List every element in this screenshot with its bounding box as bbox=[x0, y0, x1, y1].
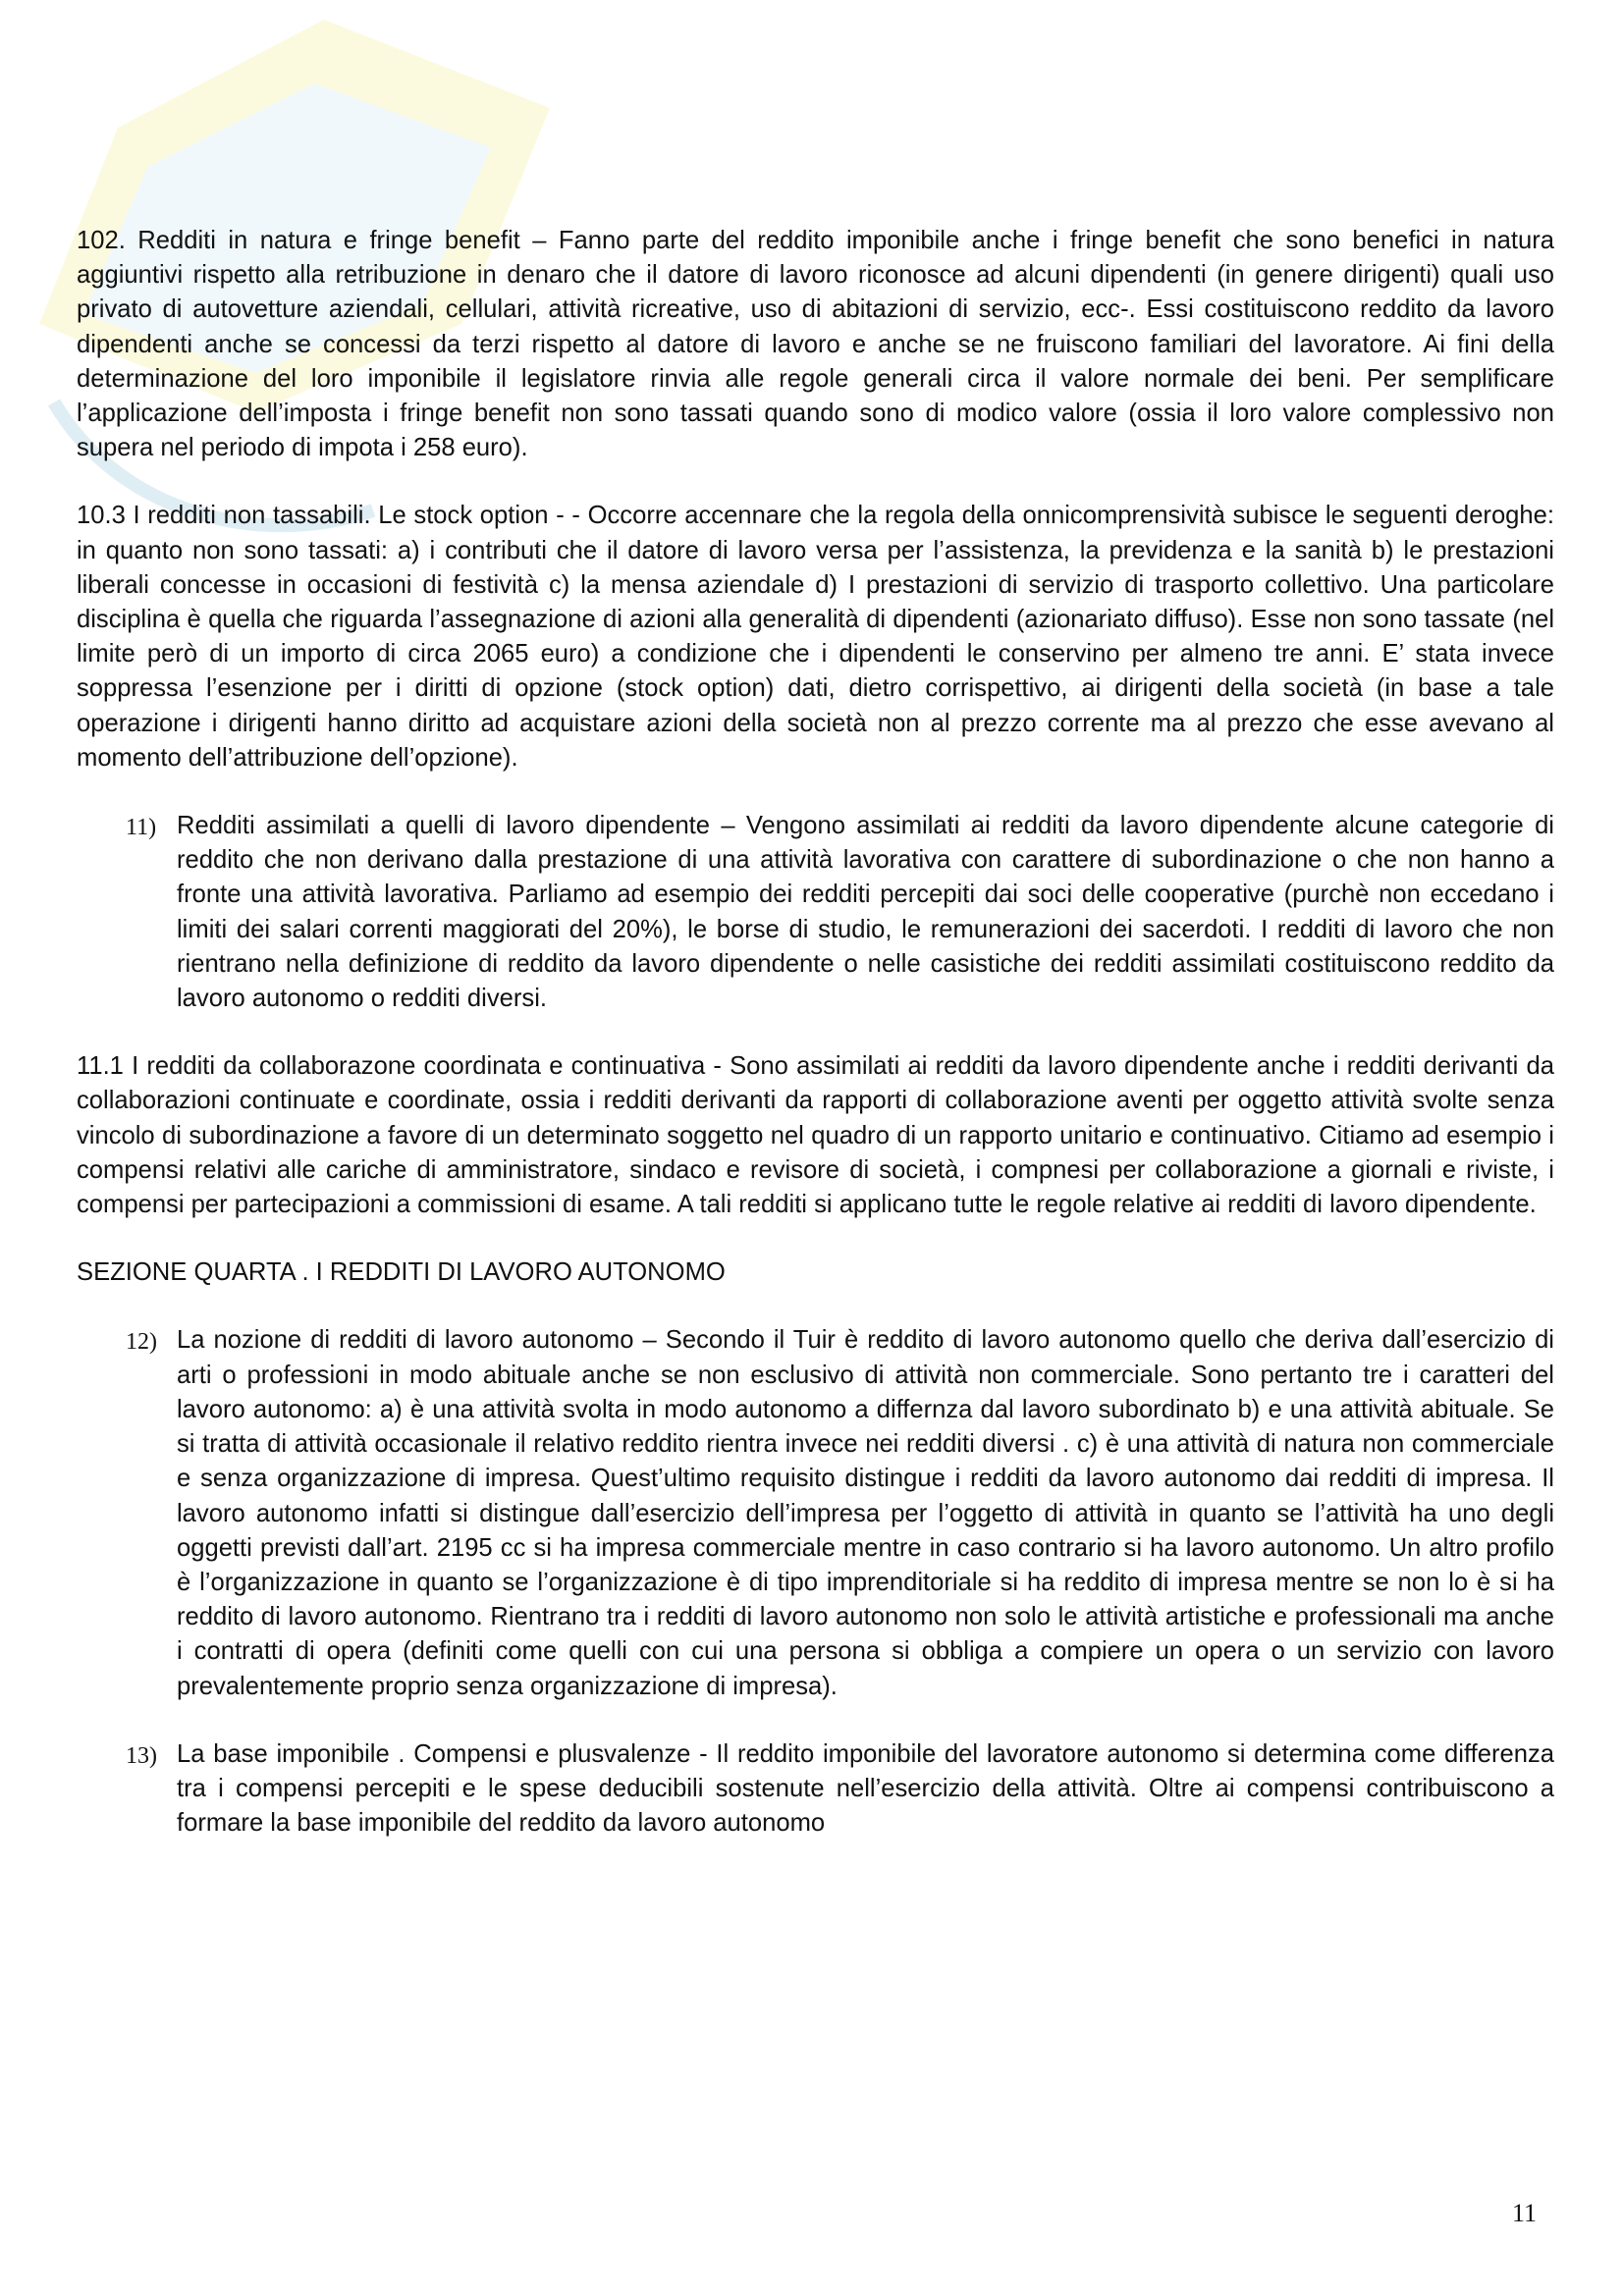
paragraph-10-3 bbox=[77, 499, 1554, 775]
list-item-text: Redditi assimilati a quelli di lavoro dipendente – Vengono assimilati ai redditi da lavoro dipendente alcune categorie di reddito che non derivano dalla prestazione di una attività lavorativa con carattere di subordinazione o che non hanno a fronte una attività lavorativa. Parliamo ad esempio dei redditi percepiti dai soci delle cooperative (purchè non eccedano i limiti dei salari correnti maggiorati del 20%), le borse di studio, le remunerazioni dei sacerdoti. I redditi di lavoro che non rientrano nella definizione di reddito da lavoro dipendente o nelle casistiche dei redditi assimilati costituiscono reddito da lavoro autonomo o redditi diversi. bbox=[177, 812, 1554, 1013]
page-number: 11 bbox=[1512, 2199, 1538, 2227]
list-item-11 bbox=[77, 809, 1554, 1016]
paragraph-102-text: 102. Redditi in natura e fringe benefit – Fanno parte del reddito imponibile anche i fringe benefit che sono benefici in natura aggiuntivi rispetto alla retribuzione in denaro che il datore di lavoro riconosce ad alcuni dipendenti (in genere dirigenti) quali uso privato di autovetture aziendali, cellulari, attività ricreative, uso di abitazioni di servizio, ecc-. Essi costituiscono reddito da lavoro dipendenti anche se concessi da terzi rispetto al datore di lavoro e anche se ne fruiscono familiari del lavoratore. Ai fini della determinazione del loro imponibile il legislatore rinvia alle regole generali circa il valore normale dei beni. Per semplificare l’applicazione dell’imposta i fringe benefit non sono tassati quando sono di modico valore (ossia il loro valore complessivo non supera nel periodo di impota i 258 euro). bbox=[77, 227, 1554, 462]
document-page bbox=[77, 224, 1554, 1874]
paragraph-10-3-text: 10.3 I redditi non tassabili. Le stock option - - Occorre accennare che la regola della onnicomprensività subisce le seguenti deroghe: in quanto non sono tassati: a) i contributi che il datore di lavoro versa per l’assistenza, la previdenza e la sanità b) le prestazioni liberali concesse in occasioni di festività c) la mensa aziendale d) I prestazioni di servizio di trasporto collettivo. Una particolare disciplina è quella che riguarda l’assegnazione di azioni alla generalità di dipendenti (azionariato diffuso). Esse non sono tassate (nel limite però di un importo di circa 2065 euro) a condizione che i dipendenti le conservino per almeno tre anni. E’ stata invece soppressa l’esenzione per i diritti di opzione (stock option) dati, dietro corrispettivo, ai dirigenti della società (in base a tale operazione i dirigenti hanno diritto ad acquistare azioni della società non al prezzo corrente ma al prezzo che esse avevano al momento dell’attribuzione dell’opzione). bbox=[77, 502, 1554, 772]
paragraph-11-1 bbox=[77, 1049, 1554, 1222]
list-item-number: 11) bbox=[126, 815, 157, 841]
list-item-13 bbox=[77, 1737, 1554, 1842]
section-heading: SEZIONE QUARTA . I REDDITI DI LAVORO AUTONOMO bbox=[77, 1258, 726, 1287]
list-item-12 bbox=[77, 1323, 1554, 1703]
list-item-text: La nozione di redditi di lavoro autonomo – Secondo il Tuir è reddito di lavoro autonomo quello che deriva dall’esercizio di arti o professioni in modo abituale anche se non esclusivo di attività non commerciale. Sono pertanto tre i caratteri del lavoro autonomo: a) è una attività svolta in modo autonomo a differnza dal lavoro subordinato b) e una attività abituale. Se si tratta di attività occasionale il relativo reddito rientra invece nei redditi diversi . c) è una attività di natura non commerciale e senza organizzazione di impresa. Quest’ultimo requisito distingue i redditi da lavoro autonomo dai redditi di impresa. Il lavoro autonomo infatti si distingue dall’esercizio dell’impresa per l’oggetto di attività in quanto se l’attività ha uno degli oggetti previsti dall’art. 2195 cc si ha impresa commerciale mentre in caso contrario si ha lavoro autonomo. Un altro profilo è l’organizzazione in quanto se l’organizzazione è di tipo imprenditoriale si ha reddito di impresa mentre se non lo è si ha reddito di lavoro autonomo. Rientrano tra i redditi di lavoro autonomo non solo le attività artistiche e professionali ma anche i contratti di opera (definiti come quelli con cui una persona si obbliga a compiere un opera o un servizio con lavoro prevalentemente proprio senza organizzazione di impresa). bbox=[177, 1326, 1554, 1700]
list-item-number: 13) bbox=[126, 1742, 157, 1769]
list-item-text: La base imponibile . Compensi e plusvalenze - Il reddito imponibile del lavoratore autonomo si determina come differenza tra i compensi percepiti e le spese deducibili sostenute nell’esercizio della attività. Oltre ai compensi contribuiscono a formare la base imponibile del reddito da lavoro autonomo bbox=[177, 1739, 1554, 1838]
paragraph-102 bbox=[77, 224, 1554, 465]
paragraph-11-1-text: 11.1 I redditi da collaborazone coordinata e continuativa - Sono assimilati ai redditi da lavoro dipendente anche i redditi derivanti da collaborazioni continuate e coordinate, ossia i redditi derivanti da rapporti di collaborazione aventi per oggetto attività svolte senza vincolo di subordinazione a favore di un determinato soggetto nel quadro di un rapporto unitario e continuativo. Citiamo ad esempio i compensi relativi alle cariche di amministratore, sindaco e revisore di società, i compnesi per collaborazione a giornali e riviste, i compensi per partecipazioni a commissioni di esame. A tali redditi si applicano tutte le regole relative ai redditi di lavoro dipendente. bbox=[77, 1052, 1554, 1219]
list-item-number: 12) bbox=[126, 1329, 157, 1356]
